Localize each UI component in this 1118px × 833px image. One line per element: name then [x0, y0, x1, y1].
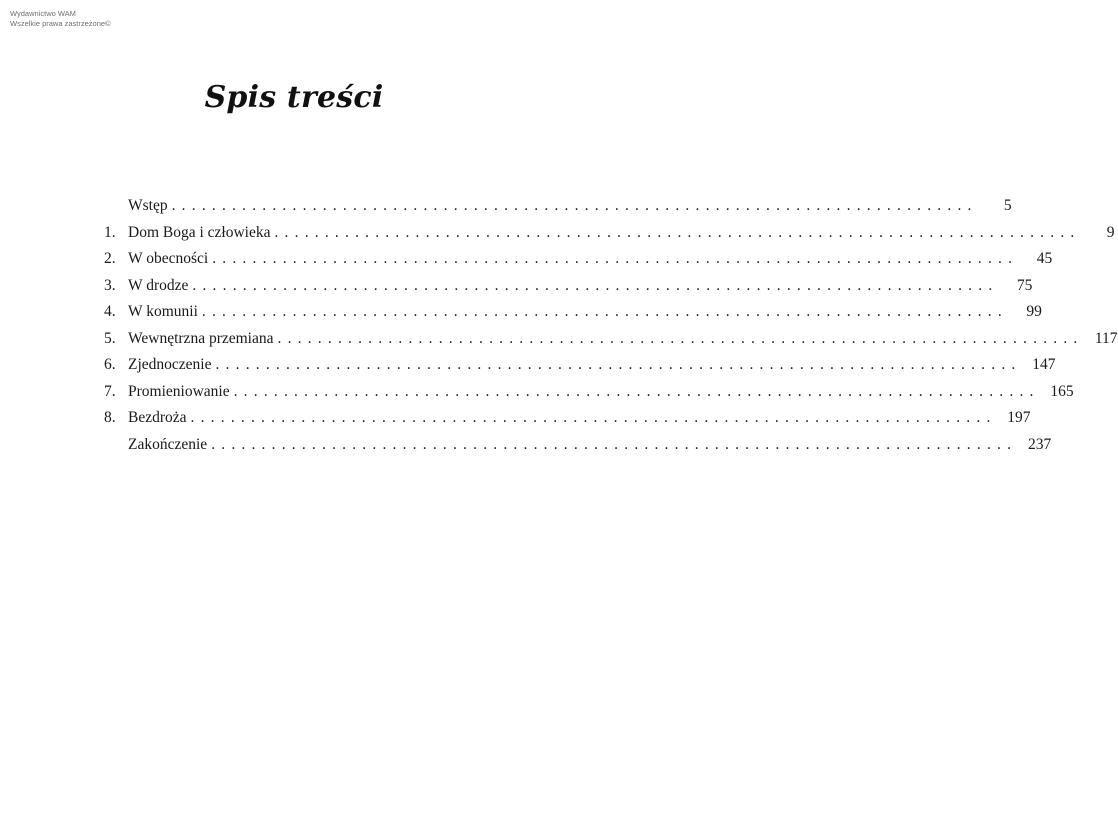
dot-leader: ................................................................................ [277, 329, 1084, 347]
toc-entry-number: 3. [104, 276, 116, 294]
dot-leader: ................................................................................ [171, 197, 978, 214]
toc-entry[interactable] [104, 326, 1118, 353]
toc-entry-title: Wewnętrzna przemiana [128, 329, 274, 347]
toc-entry-page: 165 [1050, 382, 1074, 400]
publisher-name: Wydawnictwo WAM [10, 9, 76, 18]
toc-entry-title: Zakończenie [128, 435, 208, 453]
toc-entry-number: 1. [104, 223, 116, 241]
toc-entry[interactable] [104, 220, 1115, 247]
toc-entry-title: Promieniowanie [128, 382, 230, 400]
toc-entry-page: 9 [1106, 223, 1115, 241]
toc-entry-page: 117 [1094, 329, 1118, 347]
toc-entry-page: 237 [1027, 435, 1052, 453]
toc-entry[interactable] [104, 379, 1074, 406]
toc-entry-title: W komunii [128, 303, 198, 320]
toc-entry-title: Bezdroża [128, 409, 187, 426]
dot-leader: ................................................................................ [211, 435, 1018, 453]
table-of-contents [104, 193, 1118, 458]
dot-leader: ................................................................................ [274, 223, 1081, 241]
toc-entry-title: Zjednoczenie [128, 356, 212, 373]
dot-leader: ................................................................................ [192, 276, 999, 294]
toc-entry-title: Wstęp [128, 197, 168, 214]
toc-entry-page: 75 [1016, 276, 1033, 294]
copyright-notice: Wszelkie prawa zastrzeżone© [10, 18, 111, 28]
dot-leader: ................................................................................ [215, 356, 1022, 373]
toc-entry-number: 5. [104, 329, 116, 347]
toc-entry-page: 5 [1003, 197, 1012, 214]
toc-entry-number: 2. [104, 250, 116, 267]
toc-entry-number: 7. [104, 382, 116, 400]
toc-entry[interactable] [104, 299, 1042, 326]
toc-entry[interactable] [104, 432, 1052, 459]
toc-entry-title: W obecności [128, 250, 209, 267]
toc-entry[interactable] [104, 193, 1012, 220]
toc-entry-page: 99 [1026, 303, 1042, 320]
toc-entry-title: Dom Boga i człowieka [128, 223, 271, 241]
toc-entry[interactable] [104, 405, 1031, 432]
toc-entry-number: 4. [104, 303, 116, 320]
publisher-watermark [10, 9, 111, 28]
dot-leader: ................................................................................ [233, 382, 1040, 400]
toc-entry-page: 147 [1032, 356, 1056, 373]
toc-entry[interactable] [104, 352, 1056, 379]
toc-entry-page: 197 [1007, 409, 1031, 426]
dot-leader: ................................................................................ [201, 303, 1008, 320]
page-title: Spis treści [204, 80, 384, 115]
toc-entry-number: 6. [104, 356, 116, 373]
toc-entry-title: W drodze [128, 276, 189, 294]
dot-leader: ................................................................................ [212, 250, 1019, 267]
toc-entry[interactable] [104, 273, 1033, 300]
dot-leader: ................................................................................ [190, 409, 997, 426]
toc-entry-page: 45 [1036, 250, 1053, 267]
toc-entry-number: 8. [104, 409, 116, 426]
toc-entry[interactable] [104, 246, 1053, 273]
